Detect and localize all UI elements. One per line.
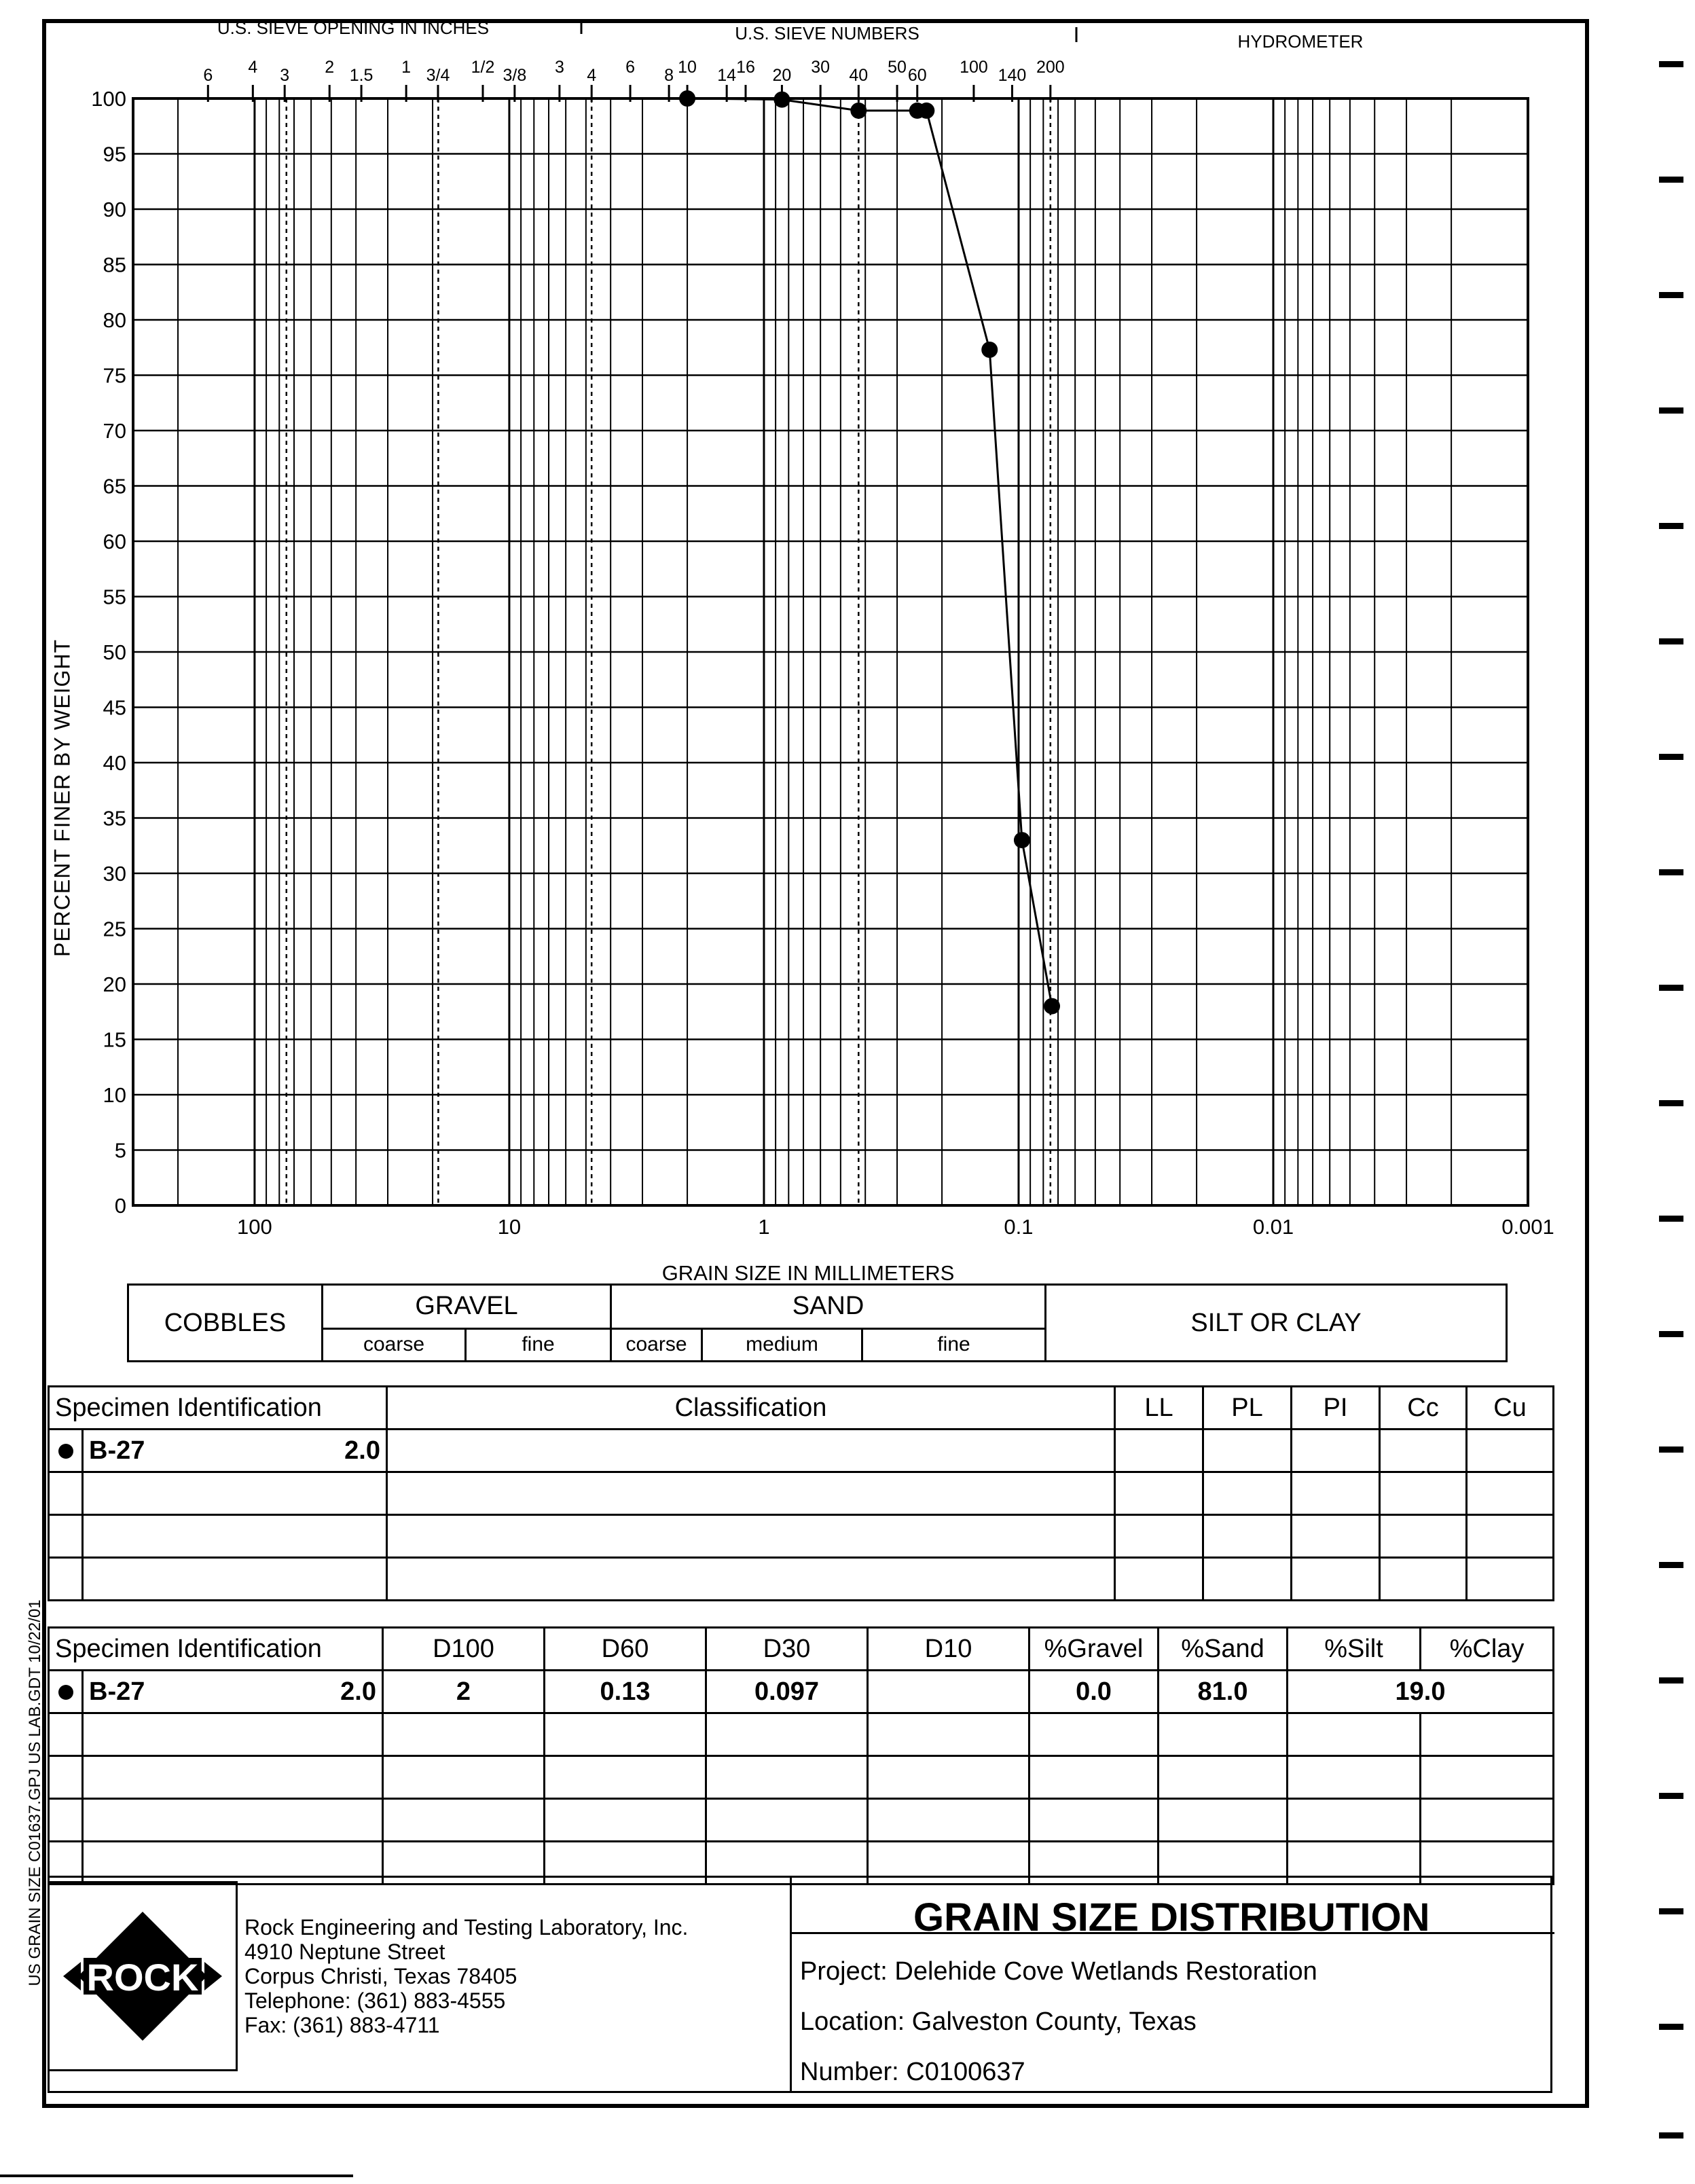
y-tick-label: 10 — [103, 1083, 126, 1107]
margin-mark — [1659, 1446, 1683, 1453]
sieve-label: 3/8 — [503, 66, 527, 85]
sieve-label: 10 — [678, 58, 697, 77]
gravel-fine-label: fine — [466, 1328, 611, 1361]
margin-mark — [1659, 61, 1683, 67]
sieve-numbers-header: U.S. SIEVE NUMBERS — [735, 23, 919, 43]
t2-d10-header: D10 — [868, 1628, 1029, 1671]
lab-name: Rock Engineering and Testing Laboratory, Inc. — [244, 1915, 689, 1940]
t1-specimen-depth: 2.0 — [344, 1436, 380, 1465]
data-point — [679, 90, 695, 107]
sieve-label: 3/4 — [426, 66, 450, 85]
t1-ll-header: LL — [1115, 1387, 1203, 1430]
y-tick-label: 0 — [114, 1194, 126, 1218]
t2-d10-value — [868, 1671, 1029, 1713]
t2-gravel-value: 0.0 — [1029, 1671, 1159, 1713]
x-tick-label: 0.01 — [1252, 1215, 1294, 1239]
report-number: Number: C0100637 — [800, 2058, 1025, 2086]
margin-mark — [1659, 869, 1683, 875]
margin-mark — [1659, 1908, 1683, 1914]
t2-specimen-id: B-27 — [89, 1677, 145, 1706]
y-tick-label: 80 — [103, 308, 126, 332]
sieve-label: 4 — [587, 66, 597, 85]
y-tick-label: 15 — [103, 1027, 126, 1052]
t2-silt-header: %Silt — [1288, 1628, 1421, 1671]
sieve-label: 30 — [811, 58, 831, 77]
sieve-label: 1 — [401, 58, 412, 77]
margin-mark — [1659, 754, 1683, 760]
margin-mark — [1659, 1100, 1683, 1106]
logo-text: ROCK — [86, 1956, 199, 1999]
t2-d30-header: D30 — [706, 1628, 868, 1671]
sieve-label: 200 — [1036, 58, 1065, 77]
t1-pi-header: PI — [1292, 1387, 1380, 1430]
data-point — [850, 103, 867, 119]
sieve-label: 6 — [203, 66, 213, 85]
sieve-label: 60 — [907, 66, 927, 85]
gravel-label: GRAVEL — [323, 1285, 611, 1329]
margin-mark — [1659, 292, 1683, 298]
margin-mark — [1659, 523, 1683, 529]
y-axis-label: PERCENT FINER BY WEIGHT — [50, 638, 75, 958]
y-tick-label: 20 — [103, 972, 126, 996]
sieve-label: 50 — [888, 58, 907, 77]
sieve-label: 3 — [280, 66, 290, 85]
series-marker-icon — [49, 1430, 83, 1472]
x-axis-label: GRAIN SIZE IN MILLIMETERS — [661, 1261, 955, 1285]
y-tick-label: 55 — [103, 585, 126, 609]
table-row — [49, 1671, 1554, 1713]
y-tick-label: 85 — [103, 253, 126, 277]
x-tick-label: 1 — [758, 1215, 770, 1239]
t2-sand-header: %Sand — [1159, 1628, 1288, 1671]
t1-cc-header: Cc — [1380, 1387, 1467, 1430]
lab-logo — [48, 1881, 238, 2071]
cobbles-label: COBBLES — [128, 1285, 323, 1362]
t2-sand-value: 81.0 — [1159, 1671, 1288, 1713]
y-tick-label: 40 — [103, 751, 126, 775]
sieve-label: 140 — [998, 66, 1027, 85]
sieve-label: 20 — [772, 66, 792, 85]
sieve-label: 2 — [325, 58, 335, 77]
margin-mark — [1659, 1562, 1683, 1568]
sieve-label: 1.5 — [349, 66, 373, 85]
data-point — [918, 103, 934, 119]
y-tick-label: 95 — [103, 142, 126, 166]
margin-mark — [1659, 407, 1683, 414]
margin-mark — [1659, 1331, 1683, 1337]
t1-classification-header: Classification — [387, 1387, 1115, 1430]
x-tick-label: 100 — [237, 1215, 272, 1239]
sieve-label: 16 — [736, 58, 755, 77]
silt-clay-label: SILT OR CLAY — [1046, 1285, 1507, 1362]
sieve-label: 40 — [849, 66, 869, 85]
series-marker-icon — [49, 1671, 83, 1713]
lab-phone: Telephone: (361) 883-4555 — [244, 1988, 506, 2013]
classification-table — [48, 1385, 1554, 1601]
sieve-label: 3 — [554, 58, 564, 77]
margin-mark — [1659, 985, 1683, 991]
t2-gravel-header: %Gravel — [1029, 1628, 1159, 1671]
soil-classification-bar — [127, 1284, 1508, 1362]
sieve-label: 6 — [625, 58, 636, 77]
sieve-label: 1/2 — [471, 58, 495, 77]
report-location: Location: Galveston County, Texas — [800, 2007, 1197, 2036]
hydrometer-header: HYDROMETER — [1237, 31, 1364, 52]
t1-cu-header: Cu — [1467, 1387, 1554, 1430]
table-row — [49, 1430, 1554, 1472]
lab-street: 4910 Neptune Street — [244, 1940, 445, 1964]
lab-fax: Fax: (361) 883-4711 — [244, 2013, 440, 2037]
t1-specimen-id: B-27 — [89, 1436, 145, 1465]
t1-specimen-header: Specimen Identification — [49, 1387, 387, 1430]
margin-mark — [1659, 2132, 1683, 2138]
margin-mark — [1659, 1677, 1683, 1684]
t2-d30-value: 0.097 — [706, 1671, 868, 1713]
sand-fine-label: fine — [862, 1328, 1046, 1361]
sieve-inches-header: U.S. SIEVE OPENING IN INCHES — [217, 18, 490, 38]
x-tick-label: 0.001 — [1501, 1215, 1554, 1239]
series-line — [687, 98, 1052, 1006]
sieve-label: 8 — [664, 66, 674, 85]
t2-d100-header: D100 — [383, 1628, 545, 1671]
y-tick-label: 30 — [103, 862, 126, 886]
t2-silt-clay-value: 19.0 — [1288, 1671, 1554, 1713]
sand-medium-label: medium — [702, 1328, 862, 1361]
data-point — [773, 92, 790, 108]
gravel-coarse-label: coarse — [323, 1328, 466, 1361]
sand-coarse-label: coarse — [611, 1328, 702, 1361]
y-tick-label: 100 — [91, 87, 126, 111]
y-tick-label: 75 — [103, 363, 126, 388]
margin-mark — [1659, 1793, 1683, 1799]
side-file-label: US GRAIN SIZE C01637.GPJ US LAB.GDT 10/22/01 — [26, 1599, 44, 1986]
report-project: Project: Delehide Cove Wetlands Restoration — [800, 1957, 1317, 1986]
data-point — [981, 342, 998, 358]
sieve-label: 14 — [717, 66, 737, 85]
y-tick-label: 70 — [103, 419, 126, 443]
y-tick-label: 90 — [103, 198, 126, 221]
footer-rule — [0, 2174, 353, 2177]
t2-d60-header: D60 — [545, 1628, 706, 1671]
margin-mark — [1659, 638, 1683, 644]
report-title: GRAIN SIZE DISTRIBUTION — [913, 1895, 1430, 1940]
x-tick-label: 10 — [497, 1215, 522, 1239]
margin-mark — [1659, 177, 1683, 183]
data-point — [1014, 832, 1030, 848]
t1-pl-header: PL — [1203, 1387, 1292, 1430]
gradation-table — [48, 1626, 1554, 1885]
lab-city: Corpus Christi, Texas 78405 — [244, 1964, 517, 1988]
x-tick-label: 0.1 — [1004, 1215, 1034, 1239]
y-tick-label: 65 — [103, 474, 126, 498]
t2-specimen-depth: 2.0 — [340, 1677, 376, 1706]
y-tick-label: 25 — [103, 917, 126, 941]
t2-d60-value: 0.13 — [545, 1671, 706, 1713]
t2-specimen-header: Specimen Identification — [49, 1628, 383, 1671]
t2-clay-header: %Clay — [1421, 1628, 1554, 1671]
y-tick-label: 5 — [114, 1138, 126, 1163]
y-tick-label: 60 — [103, 530, 126, 553]
sand-label: SAND — [611, 1285, 1046, 1329]
sieve-label: 4 — [248, 58, 258, 77]
y-tick-label: 35 — [103, 806, 126, 831]
t2-d100-value: 2 — [383, 1671, 545, 1713]
data-point — [1044, 998, 1060, 1015]
sieve-label: 100 — [960, 58, 988, 77]
y-tick-label: 50 — [103, 640, 126, 664]
y-tick-label: 45 — [103, 695, 126, 720]
margin-mark — [1659, 2024, 1683, 2030]
margin-mark — [1659, 1216, 1683, 1222]
